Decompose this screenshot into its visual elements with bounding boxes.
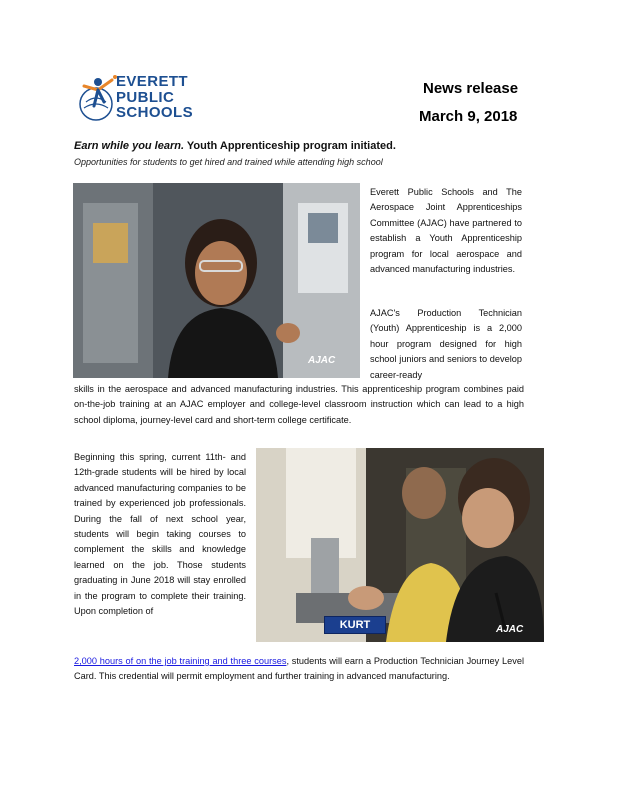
ajac-watermark: AJAC bbox=[496, 624, 524, 635]
ajac-watermark: AJAC bbox=[308, 355, 336, 366]
intro-paragraph: Everett Public Schools and The Aerospace Joint Apprenticeships Committee (AJAC) have partnered to establish a Youth Apprenticeship program for local aerospace and advanced manufacturing industries. bbox=[370, 187, 522, 275]
vise-label: KURT bbox=[324, 616, 386, 634]
timeline-paragraph-end: , students will earn a Production Technician Journey Level Card. This credential will permit employment and further training in advanced manufacturing. bbox=[74, 656, 524, 682]
logo-wordmark bbox=[116, 74, 193, 121]
subheadline: Opportunities for students to get hired and trained while attending high school bbox=[74, 157, 383, 167]
logo-line-2: PUBLIC bbox=[116, 88, 175, 106]
program-paragraph: AJAC's Production Technician (Youth) Apprenticeship is a 2,000 hour program designed for high school juniors and seniors to develop career-ready bbox=[370, 308, 522, 380]
release-date: March 9, 2018 bbox=[419, 108, 518, 125]
timeline-paragraph-continued bbox=[74, 654, 524, 685]
headline-title: Youth Apprenticeship program initiated. bbox=[184, 140, 396, 152]
timeline-paragraph: Beginning this spring, current 11th- and 12th-grade students will be hired by local advanced manufacturing companies to be trained by experienced job professionals. During the fall of next school year, students will begin taking courses to complement the skills and knowledge learned on the job. Those students graduating in June 2018 will stay enrolled in the program to complete their training. Upon completion of bbox=[74, 452, 246, 617]
program-paragraph-continued: skills in the aerospace and advanced manufacturing industries. This apprenticeship program combines paid on-the-job training at an AJAC employer and college-level classroom instruction which can lead to a high school diploma, journey-level card and short-term college certificate. bbox=[74, 384, 524, 425]
headline bbox=[74, 140, 544, 152]
students-at-mill-photo bbox=[256, 448, 544, 642]
logo-line-3: SCHOOLS bbox=[116, 104, 193, 121]
news-release-label: News release bbox=[423, 80, 519, 97]
headline-lead: Earn while you learn. bbox=[74, 140, 185, 152]
logo-line-1: EVERETT bbox=[116, 73, 188, 90]
training-hours-link[interactable]: 2,000 hours of on the job training and three courses bbox=[74, 656, 287, 666]
district-logo bbox=[78, 72, 218, 128]
logo-emblem-icon bbox=[78, 72, 118, 126]
student-at-machine-photo bbox=[73, 183, 360, 378]
